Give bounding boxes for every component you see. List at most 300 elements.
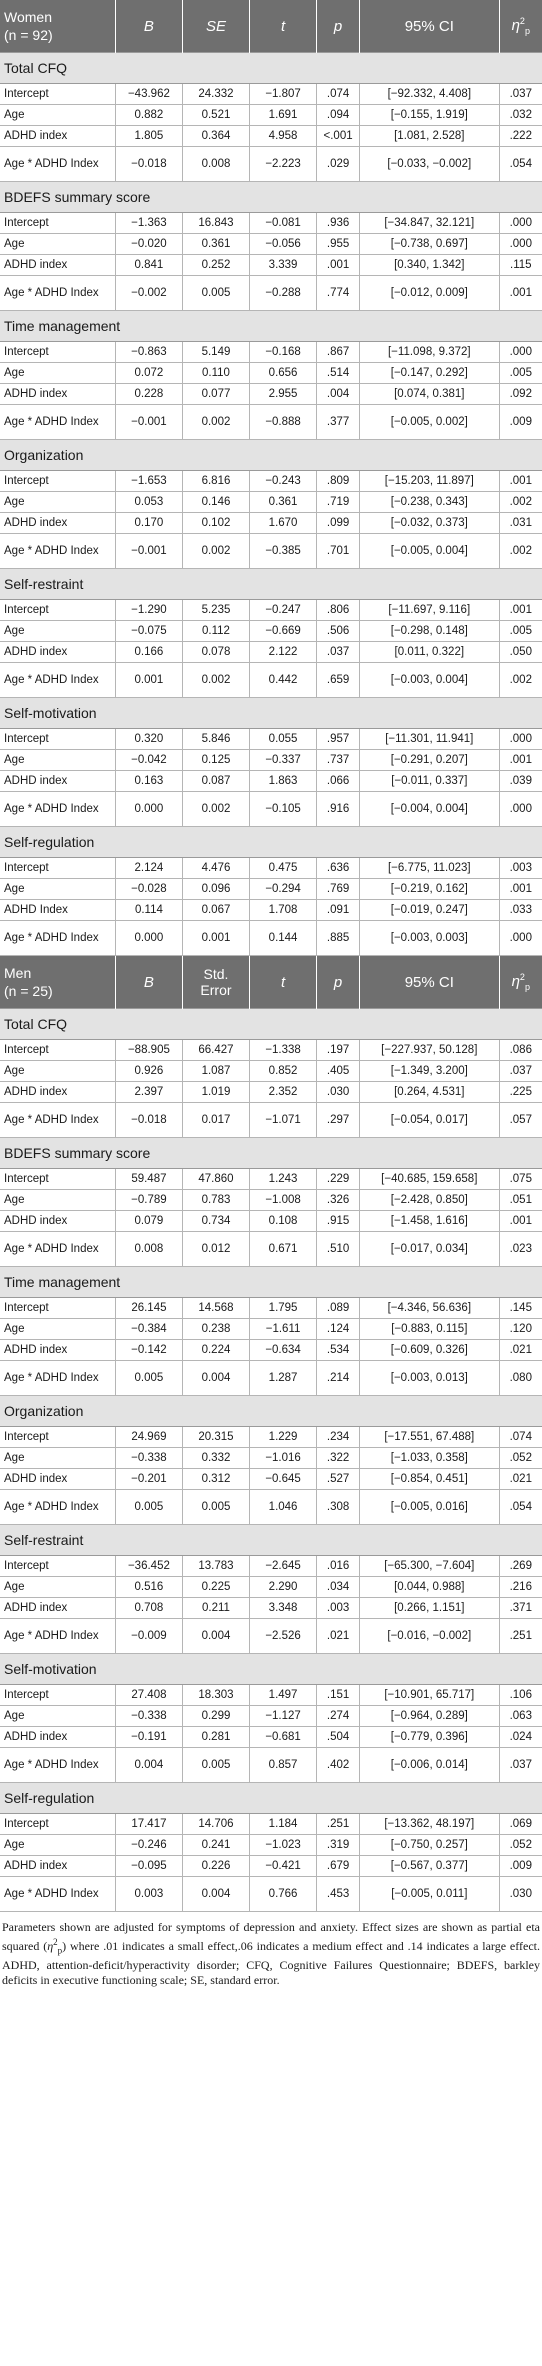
table-cell: .701: [317, 534, 360, 569]
table-row: [0, 342, 542, 363]
table-cell: 0.102: [182, 513, 249, 534]
table-cell: [−1.033, 0.358]: [360, 1448, 500, 1469]
table-cell: 1.795: [250, 1298, 317, 1319]
table-cell: 0.475: [250, 858, 317, 879]
row-label: ADHD index: [0, 255, 115, 276]
table-cell: .506: [317, 621, 360, 642]
table-cell: [0.340, 1.342]: [360, 255, 500, 276]
table-cell: .225: [499, 1082, 542, 1103]
table-cell: [−4.346, 56.636]: [360, 1298, 500, 1319]
table-cell: .915: [317, 1211, 360, 1232]
men-col-se: Std. Error: [182, 956, 249, 1009]
section-header-row: [0, 1267, 542, 1298]
table-cell: 0.079: [115, 1211, 182, 1232]
table-row: [0, 1319, 542, 1340]
table-cell: −1.290: [115, 600, 182, 621]
table-footnote: Parameters shown are adjusted for symptoms of depression and anxiety. Effect sizes are shown as partial eta squared $(\eta^2_p)$ where .01 indicates a small effect,.06 indicates a medium effect and .14 indicates a large effect. ADHD, attention-deficit/hyperactivity disorder; CFQ, Cognitive Failures Questionnaire; BDEFS, barkley deficits in executive functioning scale; SE, standard error.: [2, 1920, 540, 1988]
table-cell: 0.146: [182, 492, 249, 513]
row-label: Intercept: [0, 84, 115, 105]
table-cell: −0.001: [115, 405, 182, 440]
table-cell: −2.223: [250, 147, 317, 182]
table-cell: −1.016: [250, 1448, 317, 1469]
eta-symbol: $\eta^2_p$: [511, 972, 530, 992]
row-label: ADHD index: [0, 1340, 115, 1361]
table-cell: [−0.016, −0.002]: [360, 1619, 500, 1654]
row-label: Intercept: [0, 213, 115, 234]
row-label: Intercept: [0, 1556, 115, 1577]
table-cell: .222: [499, 126, 542, 147]
table-cell: −88.905: [115, 1040, 182, 1061]
row-label: Age: [0, 1448, 115, 1469]
table-cell: .037: [317, 642, 360, 663]
table-cell: 2.290: [250, 1577, 317, 1598]
table-cell: .001: [499, 1211, 542, 1232]
table-cell: 0.228: [115, 384, 182, 405]
table-cell: 1.708: [250, 900, 317, 921]
table-cell: −1.807: [250, 84, 317, 105]
row-label: ADHD index: [0, 1082, 115, 1103]
table-cell: 6.816: [182, 471, 249, 492]
table-cell: 0.000: [115, 792, 182, 827]
table-cell: .023: [499, 1232, 542, 1267]
row-label: Age * ADHD Index: [0, 1490, 115, 1525]
table-cell: [−10.901, 65.717]: [360, 1685, 500, 1706]
table-cell: .091: [317, 900, 360, 921]
women-col-p: p: [317, 0, 360, 53]
row-label: ADHD index: [0, 513, 115, 534]
table-cell: 5.846: [182, 729, 249, 750]
men-col-ci: 95% CI: [360, 956, 500, 1009]
table-cell: .021: [499, 1340, 542, 1361]
table-cell: .719: [317, 492, 360, 513]
table-cell: 0.841: [115, 255, 182, 276]
table-cell: −0.421: [250, 1856, 317, 1877]
section-title: Self-motivation: [0, 1654, 542, 1685]
row-label: Age: [0, 750, 115, 771]
row-label: Age: [0, 1061, 115, 1082]
table-cell: 0.225: [182, 1577, 249, 1598]
table-cell: .001: [499, 471, 542, 492]
women-col-se: SE: [182, 0, 249, 53]
row-label: Age: [0, 1706, 115, 1727]
table-cell: 0.004: [182, 1361, 249, 1396]
men-col-t: t: [250, 956, 317, 1009]
table-cell: .074: [317, 84, 360, 105]
table-cell: 0.096: [182, 879, 249, 900]
table-cell: [−0.883, 0.115]: [360, 1319, 500, 1340]
table-cell: .037: [499, 1061, 542, 1082]
table-cell: 4.476: [182, 858, 249, 879]
section-title: Time management: [0, 311, 542, 342]
table-cell: −0.018: [115, 1103, 182, 1138]
table-cell: −0.020: [115, 234, 182, 255]
table-cell: .031: [499, 513, 542, 534]
table-cell: 0.163: [115, 771, 182, 792]
table-row: [0, 1448, 542, 1469]
row-label: Age: [0, 621, 115, 642]
row-label: Age * ADHD Index: [0, 921, 115, 956]
table-cell: [−0.738, 0.697]: [360, 234, 500, 255]
section-title: Total CFQ: [0, 53, 542, 84]
eta-symbol-inline: $\eta^2_p$: [47, 1937, 63, 1956]
table-row: [0, 1082, 542, 1103]
table-cell: .679: [317, 1856, 360, 1877]
table-cell: [−0.155, 1.919]: [360, 105, 500, 126]
table-cell: [−13.362, 48.197]: [360, 1814, 500, 1835]
table-cell: −1.338: [250, 1040, 317, 1061]
table-cell: .145: [499, 1298, 542, 1319]
table-row: [0, 729, 542, 750]
table-cell: 13.783: [182, 1556, 249, 1577]
men-n-label: (n = 25): [4, 983, 53, 999]
table-cell: 2.122: [250, 642, 317, 663]
table-cell: .016: [317, 1556, 360, 1577]
table-row: [0, 1835, 542, 1856]
row-label: Age * ADHD Index: [0, 1748, 115, 1783]
table-cell: .099: [317, 513, 360, 534]
table-cell: 66.427: [182, 1040, 249, 1061]
table-cell: 0.857: [250, 1748, 317, 1783]
table-cell: .075: [499, 1169, 542, 1190]
table-cell: 0.852: [250, 1061, 317, 1082]
row-label: Age: [0, 879, 115, 900]
table-cell: .092: [499, 384, 542, 405]
table-cell: [−0.005, 0.002]: [360, 405, 500, 440]
table-cell: .197: [317, 1040, 360, 1061]
table-cell: .504: [317, 1727, 360, 1748]
row-label: Age * ADHD Index: [0, 663, 115, 698]
table-cell: [0.264, 4.531]: [360, 1082, 500, 1103]
section-header-row: [0, 1525, 542, 1556]
table-cell: 47.860: [182, 1169, 249, 1190]
table-cell: [−0.017, 0.034]: [360, 1232, 500, 1267]
table-row: [0, 1727, 542, 1748]
table-cell: .453: [317, 1877, 360, 1912]
table-cell: [−0.054, 0.017]: [360, 1103, 500, 1138]
table-cell: 0.211: [182, 1598, 249, 1619]
table-cell: −0.669: [250, 621, 317, 642]
table-cell: 1.287: [250, 1361, 317, 1396]
table-cell: [−0.854, 0.451]: [360, 1469, 500, 1490]
men-col-b: B: [115, 956, 182, 1009]
table-cell: 2.955: [250, 384, 317, 405]
table-row: [0, 1748, 542, 1783]
table-cell: .057: [499, 1103, 542, 1138]
row-label: Age: [0, 105, 115, 126]
table-row: [0, 600, 542, 621]
table-cell: .000: [499, 792, 542, 827]
table-row: [0, 621, 542, 642]
table-cell: [0.266, 1.151]: [360, 1598, 500, 1619]
table-cell: [−0.003, 0.013]: [360, 1361, 500, 1396]
table-cell: 0.882: [115, 105, 182, 126]
table-cell: .216: [499, 1577, 542, 1598]
table-cell: <.001: [317, 126, 360, 147]
table-cell: [−0.238, 0.343]: [360, 492, 500, 513]
table-cell: −1.127: [250, 1706, 317, 1727]
table-cell: 17.417: [115, 1814, 182, 1835]
table-cell: 0.053: [115, 492, 182, 513]
section-title: BDEFS summary score: [0, 1138, 542, 1169]
row-label: Age * ADHD Index: [0, 147, 115, 182]
table-cell: 0.005: [182, 1490, 249, 1525]
table-cell: .405: [317, 1061, 360, 1082]
row-label: ADHD index: [0, 1856, 115, 1877]
table-cell: .269: [499, 1556, 542, 1577]
table-row: [0, 276, 542, 311]
table-cell: 0.055: [250, 729, 317, 750]
row-label: ADHD Index: [0, 900, 115, 921]
section-title: BDEFS summary score: [0, 182, 542, 213]
table-cell: .000: [499, 234, 542, 255]
table-cell: −0.028: [115, 879, 182, 900]
table-cell: .214: [317, 1361, 360, 1396]
table-cell: 0.112: [182, 621, 249, 642]
section-header-row: [0, 1783, 542, 1814]
table-row: [0, 1490, 542, 1525]
table-cell: 0.332: [182, 1448, 249, 1469]
table-cell: [−11.301, 11.941]: [360, 729, 500, 750]
table-cell: .936: [317, 213, 360, 234]
table-cell: .021: [317, 1619, 360, 1654]
table-cell: .308: [317, 1490, 360, 1525]
table-cell: .120: [499, 1319, 542, 1340]
table-row: [0, 792, 542, 827]
women-group-label: Women: [4, 9, 52, 25]
table-cell: −0.246: [115, 1835, 182, 1856]
table-cell: 0.005: [182, 1748, 249, 1783]
table-cell: 0.003: [115, 1877, 182, 1912]
row-label: Age * ADHD Index: [0, 1361, 115, 1396]
table-row: [0, 126, 542, 147]
women-col-ci: 95% CI: [360, 0, 500, 53]
table-cell: .000: [499, 342, 542, 363]
table-cell: .234: [317, 1427, 360, 1448]
table-cell: 0.012: [182, 1232, 249, 1267]
table-cell: 14.706: [182, 1814, 249, 1835]
section-header-row: [0, 440, 542, 471]
table-row: [0, 384, 542, 405]
table-cell: 1.497: [250, 1685, 317, 1706]
row-label: Age: [0, 363, 115, 384]
table-cell: 0.521: [182, 105, 249, 126]
section-title: Self-restraint: [0, 569, 542, 600]
table-cell: .080: [499, 1361, 542, 1396]
table-row: [0, 663, 542, 698]
table-cell: 0.516: [115, 1577, 182, 1598]
row-label: Intercept: [0, 729, 115, 750]
table-cell: 0.002: [182, 534, 249, 569]
table-cell: 1.087: [182, 1061, 249, 1082]
table-cell: 16.843: [182, 213, 249, 234]
men-group-label: Men: [4, 965, 32, 981]
table-cell: [−0.005, 0.011]: [360, 1877, 500, 1912]
table-cell: 0.252: [182, 255, 249, 276]
row-label: Age * ADHD Index: [0, 534, 115, 569]
row-label: Intercept: [0, 342, 115, 363]
table-cell: −2.645: [250, 1556, 317, 1577]
table-cell: −0.385: [250, 534, 317, 569]
table-cell: .001: [317, 255, 360, 276]
table-row: [0, 642, 542, 663]
table-cell: 0.783: [182, 1190, 249, 1211]
table-cell: .003: [317, 1598, 360, 1619]
table-cell: 0.241: [182, 1835, 249, 1856]
table-cell: −1.611: [250, 1319, 317, 1340]
table-cell: 0.008: [182, 147, 249, 182]
row-label: Intercept: [0, 600, 115, 621]
table-cell: .069: [499, 1814, 542, 1835]
table-cell: 0.005: [115, 1361, 182, 1396]
table-row: [0, 1598, 542, 1619]
table-cell: [−227.937, 50.128]: [360, 1040, 500, 1061]
table-cell: [−0.003, 0.004]: [360, 663, 500, 698]
row-label: Age * ADHD Index: [0, 405, 115, 440]
table-cell: 2.124: [115, 858, 182, 879]
table-cell: 1.670: [250, 513, 317, 534]
table-cell: 3.339: [250, 255, 317, 276]
table-row: [0, 1298, 542, 1319]
table-cell: [−92.332, 4.408]: [360, 84, 500, 105]
table-row: [0, 471, 542, 492]
table-cell: [−1.458, 1.616]: [360, 1211, 500, 1232]
table-cell: .326: [317, 1190, 360, 1211]
table-cell: .001: [499, 879, 542, 900]
table-cell: 4.958: [250, 126, 317, 147]
table-cell: 0.320: [115, 729, 182, 750]
table-cell: .037: [499, 1748, 542, 1783]
table-cell: .806: [317, 600, 360, 621]
table-cell: .066: [317, 771, 360, 792]
table-cell: 59.487: [115, 1169, 182, 1190]
table-cell: [−0.019, 0.247]: [360, 900, 500, 921]
table-cell: −0.288: [250, 276, 317, 311]
section-header-row: [0, 698, 542, 729]
row-label: Intercept: [0, 1685, 115, 1706]
table-cell: −0.001: [115, 534, 182, 569]
table-cell: .955: [317, 234, 360, 255]
table-cell: 0.004: [182, 1619, 249, 1654]
table-cell: −36.452: [115, 1556, 182, 1577]
table-cell: .402: [317, 1748, 360, 1783]
table-cell: 1.243: [250, 1169, 317, 1190]
table-cell: .867: [317, 342, 360, 363]
table-row: [0, 84, 542, 105]
table-cell: 1.863: [250, 771, 317, 792]
table-cell: 0.017: [182, 1103, 249, 1138]
table-cell: [−0.291, 0.207]: [360, 750, 500, 771]
row-label: Age: [0, 1835, 115, 1856]
table-cell: 0.170: [115, 513, 182, 534]
table-cell: .769: [317, 879, 360, 900]
table-cell: 0.001: [182, 921, 249, 956]
table-cell: .377: [317, 405, 360, 440]
row-label: Intercept: [0, 1814, 115, 1835]
section-header-row: [0, 569, 542, 600]
table-cell: 0.166: [115, 642, 182, 663]
table-cell: [0.044, 0.988]: [360, 1577, 500, 1598]
table-cell: −0.002: [115, 276, 182, 311]
row-label: ADHD index: [0, 1598, 115, 1619]
table-cell: −0.681: [250, 1727, 317, 1748]
table-cell: .034: [317, 1577, 360, 1598]
table-cell: .032: [499, 105, 542, 126]
table-cell: −0.888: [250, 405, 317, 440]
table-cell: .002: [499, 663, 542, 698]
section-title: Organization: [0, 1396, 542, 1427]
table-cell: .051: [499, 1190, 542, 1211]
table-cell: .089: [317, 1298, 360, 1319]
section-header-row: [0, 1009, 542, 1040]
table-cell: [−0.147, 0.292]: [360, 363, 500, 384]
table-cell: −0.634: [250, 1340, 317, 1361]
table-row: [0, 1061, 542, 1082]
table-cell: .039: [499, 771, 542, 792]
row-label: ADHD index: [0, 1211, 115, 1232]
table-cell: −43.962: [115, 84, 182, 105]
table-cell: 5.149: [182, 342, 249, 363]
table-cell: [−0.003, 0.003]: [360, 921, 500, 956]
table-cell: 0.125: [182, 750, 249, 771]
table-cell: .003: [499, 858, 542, 879]
table-row: [0, 1211, 542, 1232]
table-cell: [−0.004, 0.004]: [360, 792, 500, 827]
table-cell: 1.184: [250, 1814, 317, 1835]
table-cell: −1.023: [250, 1835, 317, 1856]
table-cell: −0.009: [115, 1619, 182, 1654]
table-cell: −1.071: [250, 1103, 317, 1138]
table-cell: 0.002: [182, 792, 249, 827]
table-cell: [−2.428, 0.850]: [360, 1190, 500, 1211]
table-cell: 20.315: [182, 1427, 249, 1448]
table-row: [0, 1577, 542, 1598]
table-cell: 0.110: [182, 363, 249, 384]
table-cell: [−0.033, −0.002]: [360, 147, 500, 182]
row-label: ADHD index: [0, 126, 115, 147]
table-cell: [0.011, 0.322]: [360, 642, 500, 663]
table-cell: 0.144: [250, 921, 317, 956]
table-cell: [−6.775, 11.023]: [360, 858, 500, 879]
table-cell: .514: [317, 363, 360, 384]
section-title: Organization: [0, 440, 542, 471]
table-cell: 2.352: [250, 1082, 317, 1103]
table-cell: [−0.005, 0.004]: [360, 534, 500, 569]
table-row: [0, 1685, 542, 1706]
section-header-row: [0, 827, 542, 858]
table-row: [0, 105, 542, 126]
table-cell: −0.042: [115, 750, 182, 771]
men-table-body: [0, 956, 542, 1912]
table-cell: −0.337: [250, 750, 317, 771]
table-cell: .002: [499, 534, 542, 569]
table-cell: .052: [499, 1835, 542, 1856]
table-cell: .004: [317, 384, 360, 405]
eta-symbol: $\eta^2_p$: [511, 16, 530, 36]
table-row: [0, 147, 542, 182]
table-row: [0, 1814, 542, 1835]
row-label: ADHD index: [0, 1727, 115, 1748]
table-cell: 0.077: [182, 384, 249, 405]
men-header-row: [0, 956, 542, 1009]
table-row: [0, 858, 542, 879]
table-cell: [−0.567, 0.377]: [360, 1856, 500, 1877]
women-n-label: (n = 92): [4, 27, 53, 43]
table-cell: 0.224: [182, 1340, 249, 1361]
table-cell: .916: [317, 792, 360, 827]
table-row: [0, 879, 542, 900]
table-cell: 0.004: [115, 1748, 182, 1783]
table-cell: 0.067: [182, 900, 249, 921]
